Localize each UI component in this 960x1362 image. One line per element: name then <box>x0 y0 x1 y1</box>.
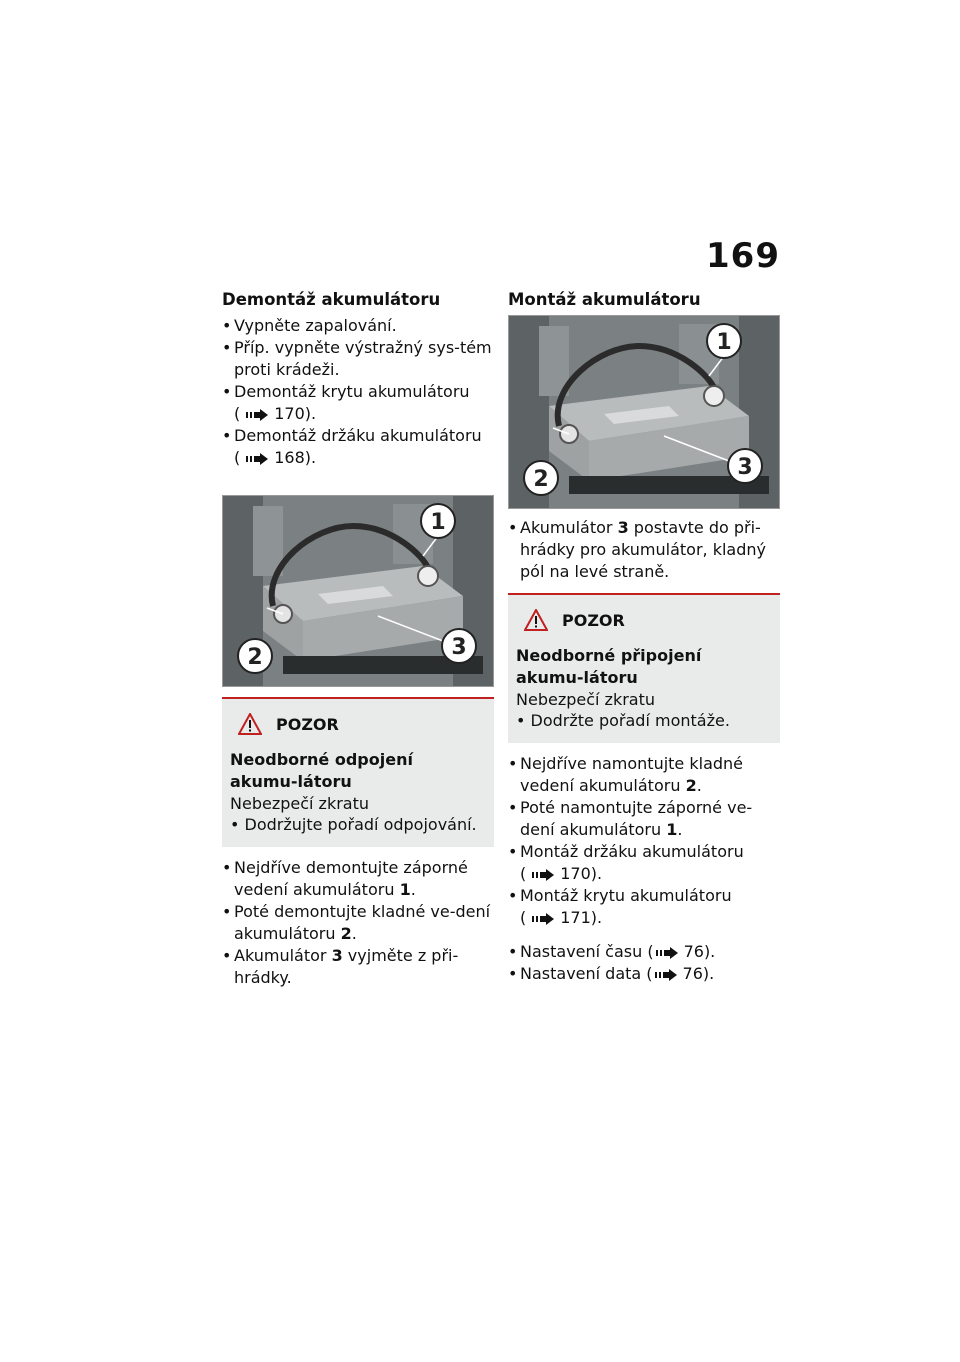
list-item: • Nejdříve namontujte kladné vedení akumulátoru 2. <box>508 753 780 797</box>
section-heading-removal: Demontáž akumulátoru <box>222 290 441 309</box>
warning-text: Nebezpečí zkratu <box>516 690 655 709</box>
right-column <box>508 290 780 985</box>
list-item: • Akumulátor 3 postavte do při-hrádky pro akumulátor, kladný pól na levé straně. <box>508 517 780 583</box>
warning-title: POZOR <box>562 610 625 630</box>
warning-heading: Neodborné odpojení akumu-látoru <box>230 750 413 791</box>
left-column <box>222 290 494 989</box>
installation-steps-2 <box>508 753 780 929</box>
battery-figure-installation <box>508 315 780 509</box>
page-ref-arrow-icon <box>655 969 677 981</box>
svg-text:2: 2 <box>533 467 549 492</box>
callout-2 <box>238 639 272 673</box>
list-item: • Poté demontujte kladné ve-dení akumulátoru 2. <box>222 901 494 945</box>
callout-3 <box>442 629 476 663</box>
list-item: • Demontáž držáku akumulátoru ( 168). <box>222 425 494 469</box>
list-item: • Vypněte zapalování. <box>222 315 494 337</box>
section-heading-installation: Montáž akumulátoru <box>508 290 701 309</box>
page-ref-arrow-icon <box>532 913 554 925</box>
list-item: • Nejdříve demontujte záporné vedení akumulátoru 1. <box>222 857 494 901</box>
page-reference[interactable]: 76). <box>683 942 716 961</box>
list-item: • Nastavení času ( 76). <box>508 941 780 963</box>
page-ref-arrow-icon <box>532 869 554 881</box>
callout-3 <box>728 449 762 483</box>
page-number: 169 <box>706 236 780 276</box>
warning-triangle-icon <box>524 609 548 631</box>
callout-1 <box>707 324 741 358</box>
list-item: • Montáž držáku akumulátoru ( 170). <box>508 841 780 885</box>
warning-text: Nebezpečí zkratu <box>230 794 369 813</box>
warning-title: POZOR <box>276 714 339 734</box>
warning-heading: Neodborné připojení akumu-látoru <box>516 646 702 687</box>
svg-text:2: 2 <box>247 645 263 670</box>
installation-steps-1 <box>508 517 780 583</box>
battery-illustration <box>509 316 779 508</box>
removal-steps-1 <box>222 315 494 469</box>
page-ref-arrow-icon <box>656 947 678 959</box>
removal-steps-2 <box>222 857 494 989</box>
warning-triangle-icon <box>238 713 262 735</box>
page-reference[interactable]: ( 168). <box>234 448 317 467</box>
warning-bullet: • Dodržte pořadí montáže. <box>516 711 730 730</box>
warning-box-removal <box>222 697 494 847</box>
installation-steps-3 <box>508 941 780 985</box>
list-item: • Poté namontujte záporné ve-dení akumulátoru 1. <box>508 797 780 841</box>
page-reference[interactable]: ( 170). <box>234 404 317 423</box>
callout-1 <box>421 504 455 538</box>
svg-text:3: 3 <box>451 635 467 660</box>
battery-illustration <box>223 496 493 686</box>
list-item: • Montáž krytu akumulátoru ( 171). <box>508 885 780 929</box>
battery-figure-removal <box>222 495 494 687</box>
page-ref-arrow-icon <box>246 453 268 465</box>
warning-bullet: • Dodržujte pořadí odpojování. <box>230 815 477 834</box>
list-item: • Demontáž krytu akumulátoru ( 170). <box>222 381 494 425</box>
list-item: • Nastavení data ( 76). <box>508 963 780 985</box>
svg-text:3: 3 <box>737 455 753 480</box>
list-item: • Akumulátor 3 vyjměte z při-hrádky. <box>222 945 494 989</box>
list-item: • Příp. vypněte výstražný sys-tém proti krádeži. <box>222 337 494 381</box>
callout-2 <box>524 461 558 495</box>
page-reference[interactable]: ( 171). <box>520 908 603 927</box>
page-reference[interactable]: 76). <box>682 964 715 983</box>
svg-text:1: 1 <box>716 330 732 355</box>
svg-text:1: 1 <box>430 510 446 535</box>
warning-box-installation <box>508 593 780 743</box>
page-ref-arrow-icon <box>246 409 268 421</box>
page-reference[interactable]: ( 170). <box>520 864 603 883</box>
